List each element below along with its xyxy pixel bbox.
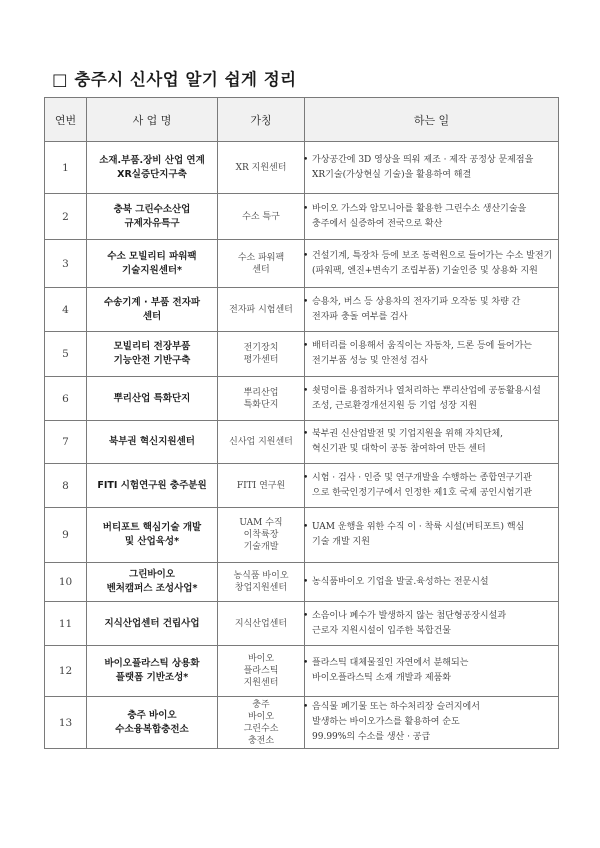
business-name-line: 뿌리산업 특화단지 [113,392,191,404]
row-number: 9 [45,508,87,563]
tentative-name-cell [218,464,305,508]
description-cell [305,288,559,332]
tentative-name-cell [218,194,305,240]
tentative-name-line: 수소 특구 [242,211,280,222]
business-name-line: 소재.부품.장비 산업 연계 [99,154,205,166]
description-cell [305,508,559,563]
business-name-line: 모빌리티 전장부품 [113,341,191,352]
business-name-line: 수송기계 · 부품 전자파 [103,296,201,308]
business-name-line: 센터 [142,310,162,322]
row-number: 7 [45,421,87,464]
row-number: 4 [45,288,87,332]
business-name-line: 수소 모빌리티 파워팩 [107,250,197,262]
description-line: (파워팩, 엔진+변속기 조립부품) 기술인증 및 상용화 지원 [312,265,538,276]
tentative-name-line: 바이오 [247,711,275,722]
tentative-name-line: XR 지원센터 [235,162,287,173]
table-row [45,646,559,697]
description-line: 근로자 지원시설이 입주한 복합건물 [312,625,451,636]
description-cell [305,646,559,697]
tentative-name-cell [218,508,305,563]
bullet-description-line: • 음식물 폐기물 또는 하수처리장 슬러지에서 [305,700,558,715]
description-line: 발생하는 바이오가스를 활용하여 순도 [312,717,460,727]
tentative-name-line: 지원센터 [243,678,279,688]
tentative-name-line: 전자파 시험센터 [229,304,293,315]
row-number: 8 [45,464,87,508]
business-name-line: 수소융복합충전소 [115,723,189,735]
description-cell [305,142,559,194]
description-line: 기술 개발 지원 [312,537,370,547]
tentative-name-cell [218,563,305,602]
business-name-line: 북부권 혁신지원센터 [109,436,195,447]
bullet-description-line: • 건설기계, 특장차 등에 보조 동력원으로 들어가는 수소 발전기 [305,249,558,264]
tentative-name-line: FITI 연구원 [236,480,286,491]
row-number: 5 [45,332,87,377]
row-number: 2 [45,194,87,240]
business-name-line: 플랫폼 기반조성* [115,672,189,683]
row-number: 10 [45,563,87,602]
bullet-description-line: • 시험 · 검사 · 인증 및 연구개발을 수행하는 종합연구기관 [305,471,558,486]
table-row [45,563,559,602]
table-row [45,288,559,332]
row-number: 13 [45,697,87,749]
table-row [45,240,559,288]
tentative-name-cell [218,240,305,288]
description-cell [305,697,559,749]
tentative-name-line: UAM 수직 [239,518,283,528]
business-name-cell [87,646,218,697]
bullet-description-line: • 배터리를 이용해서 움직이는 자동차, 드론 등에 들어가는 [305,339,558,354]
bullet-description-line: • 승용차, 버스 등 상용차의 전자기파 오작동 및 차량 간 [305,295,558,310]
business-name-cell [87,194,218,240]
description-line: 전자파 충돌 여부를 검사 [312,311,408,322]
description-cell [305,464,559,508]
tentative-name-cell [218,697,305,749]
tentative-name-line: 신사업 지원센터 [229,437,293,447]
row-number: 1 [45,142,87,194]
table-row [45,142,559,194]
tentative-name-cell [218,332,305,377]
table-row [45,421,559,464]
tentative-name-cell [218,288,305,332]
tentative-name-cell [218,646,305,697]
business-name-cell [87,421,218,464]
tentative-name-line: 플라스틱 [243,666,279,676]
bullet-description-line: • 쇳덩이를 용접하거나 열처리하는 뿌리산업에 공동활용시설 [305,384,558,399]
business-name-line: XR실증단지구축 [117,168,187,180]
tentative-name-line: 이착륙장 [243,530,279,540]
table-row [45,697,559,749]
description-line: 바이오플라스틱 소재 개발과 제품화 [312,673,451,683]
business-name-line: 벤처캠퍼스 조성사업* [106,583,198,594]
bullet-description-line: • 플라스틱 대체물질인 자연에서 분해되는 [305,656,558,671]
description-cell [305,332,559,377]
header-tentative-name: 가칭 [218,98,305,142]
row-number: 11 [45,602,87,646]
tentative-name-line: 바이오 [247,654,275,664]
tentative-name-line: 충전소 [247,735,275,746]
description-line: XR기술(가상현실 기술)을 활용하여 해결 [312,169,472,180]
tentative-name-line: 수소 파워팩 [237,252,285,263]
tentative-name-line: 지식산업센터 [234,618,288,629]
tentative-name-line: 특화단지 [243,399,279,410]
description-cell [305,194,559,240]
business-name-line: 및 산업육성* [124,536,180,547]
business-name-cell [87,697,218,749]
business-name-cell [87,377,218,421]
description-line: 으로 한국인정기구에서 인정한 제1호 국제 공인시험기관 [312,487,532,498]
business-name-line: FITI 시험연구원 충주분원 [97,479,207,491]
business-name-line: 그린바이오 [129,569,175,580]
business-name-line: 지식산업센터 건립사업 [104,617,200,629]
table-row [45,602,559,646]
bullet-description-line: • UAM 운행을 위한 수직 이 · 착륙 시설(버티포트) 핵심 [305,520,558,535]
table-row [45,377,559,421]
table-row [45,508,559,563]
header-description: 하는 일 [305,98,559,142]
business-name-line: 충북 그린수소산업 [113,203,191,215]
business-summary-table [44,97,559,749]
business-name-line: 충주 바이오 [127,709,177,721]
business-name-line: 바이오플라스틱 상용화 [104,658,200,669]
business-name-cell [87,508,218,563]
bullet-description-line: • 바이오 가스와 암모니아를 활용한 그린수소 생산기술을 [305,202,558,217]
bullet-description-line: • 소음이나 폐수가 발생하지 않는 첨단형공장시설과 [305,609,558,624]
description-line: 충주에서 실증하여 전국으로 확산 [312,218,443,229]
business-name-line: 규제자유특구 [124,217,180,229]
description-cell [305,240,559,288]
header-number: 연번 [45,98,87,142]
business-name-cell [87,240,218,288]
business-name-cell [87,332,218,377]
bullet-description-line: • 농식품바이오 기업을 발굴.육성하는 전문시설 [305,575,558,590]
table-header-row [45,98,559,142]
tentative-name-line: 뿌리산업 [243,387,279,398]
description-line: 조성, 근로환경개선지원 등 기업 성장 지원 [312,400,477,411]
header-business-name: 사 업 명 [87,98,218,142]
row-number: 12 [45,646,87,697]
business-name-cell [87,464,218,508]
business-name-cell [87,288,218,332]
tentative-name-line: 그린수소 [243,723,279,734]
table-body [45,142,559,749]
description-cell [305,421,559,464]
bullet-description-line: • 북부권 신산업발전 및 기업지원을 위해 자치단체, [305,427,558,442]
tentative-name-line: 창업지원센터 [234,583,288,593]
tentative-name-line: 센터 [252,264,270,275]
business-name-line: 기술지원센터* [121,264,183,276]
tentative-name-cell [218,142,305,194]
description-cell [305,602,559,646]
row-number: 6 [45,377,87,421]
table-row [45,464,559,508]
description-cell [305,563,559,602]
tentative-name-cell [218,377,305,421]
tentative-name-line: 기술개발 [243,542,279,552]
document-title: □ 충주시 신사업 알기 쉽게 정리 [52,70,297,89]
tentative-name-cell [218,421,305,464]
tentative-name-line: 전기장치 [243,343,279,353]
tentative-name-line: 충주 [252,699,270,710]
bullet-description-line: • 가상공간에 3D 영상을 띄워 제조 · 제작 공정상 문제점을 [305,153,558,168]
business-name-line: 버티포트 핵심기술 개발 [102,522,202,533]
tentative-name-line: 평가센터 [243,355,279,365]
description-line: 전기부품 성능 및 안전성 검사 [312,356,428,366]
business-name-cell [87,142,218,194]
description-line: 혁신기관 및 대학이 공동 참여하여 만든 센터 [312,444,486,454]
description-cell [305,377,559,421]
business-name-cell [87,563,218,602]
table-row [45,194,559,240]
table-row [45,332,559,377]
row-number: 3 [45,240,87,288]
tentative-name-line: 농식품 바이오 [233,571,289,581]
business-name-line: 기능안전 기반구축 [113,355,191,366]
business-name-cell [87,602,218,646]
tentative-name-cell [218,602,305,646]
description-line: 99.99%의 수소를 생산 · 공급 [312,732,431,742]
